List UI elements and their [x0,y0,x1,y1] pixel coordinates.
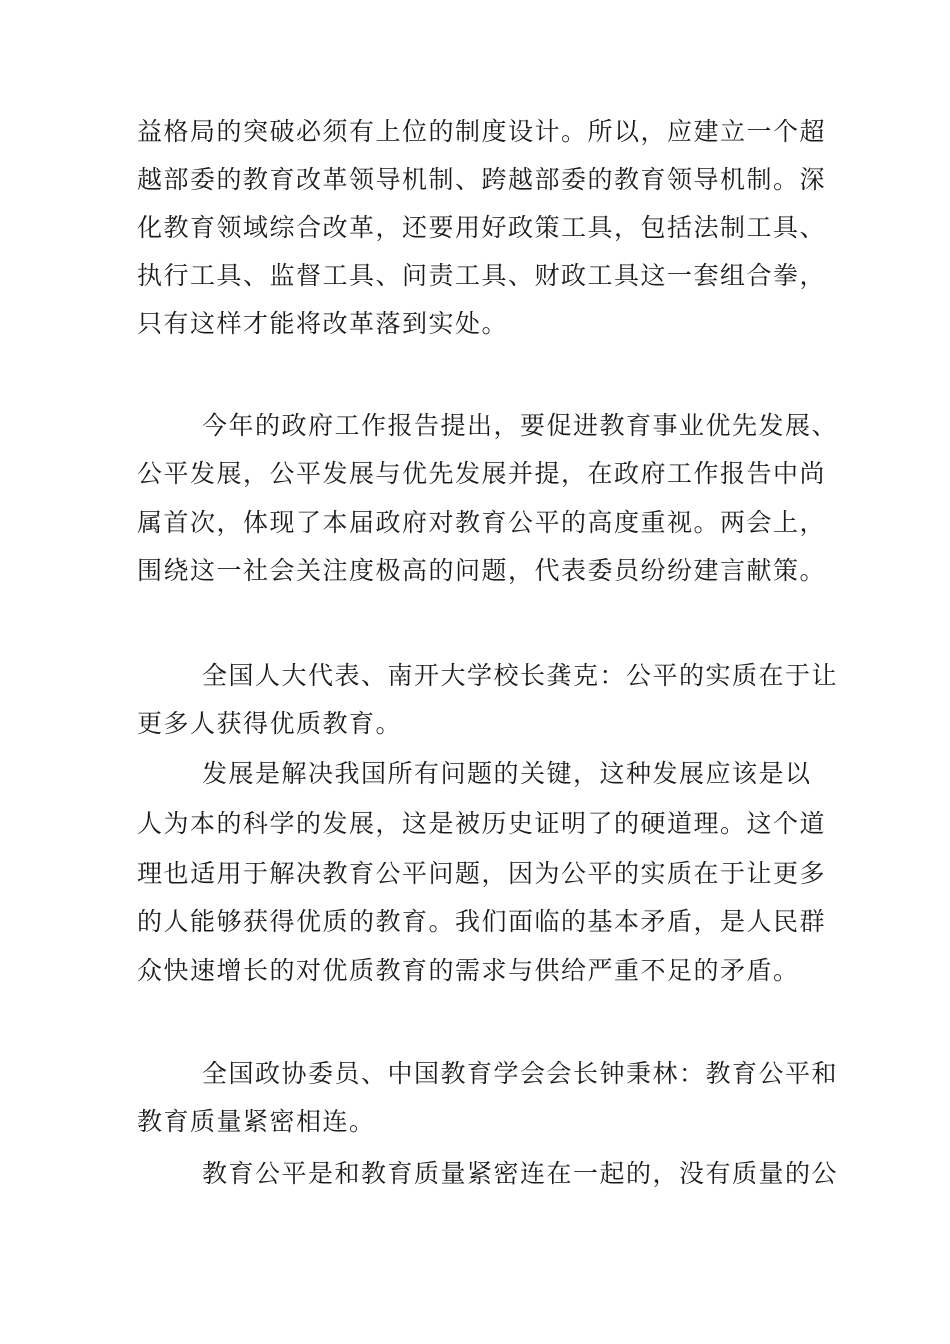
text-line: 只有这样才能将改革落到实处。 [137,309,509,338]
text-line: 公平发展，公平发展与优先发展并提，在政府工作报告中尚 [137,459,827,488]
text-line: 众快速增长的对优质教育的需求与供给严重不足的矛盾。 [137,956,800,985]
text-line: 的人能够获得优质的教育。我们面临的基本矛盾，是人民群 [137,907,827,936]
section-heading-line: 教育质量紧密相连。 [137,1107,376,1136]
text-line: 围绕这一社会关注度极高的问题，代表委员纷纷建言献策。 [137,556,827,585]
text-line: 益格局的突破必须有上位的制度设计。所以，应建立一个超 [137,117,827,146]
text-line: 执行工具、监督工具、问责工具、财政工具这一套组合拳， [137,261,827,290]
paragraph-first-line: 今年的政府工作报告提出，要促进教育事业优先发展、 [202,411,839,440]
section-heading-line: 更多人获得优质教育。 [137,709,403,738]
text-line: 越部委的教育改革领导机制、跨越部委的教育领导机制。深 [137,165,827,194]
text-line: 人为本的科学的发展，这是被历史证明了的硬道理。这个道 [137,809,827,838]
section-heading-line: 全国政协委员、中国教育学会会长钟秉林：教育公平和 [202,1059,839,1088]
text-line: 化教育领域综合改革，还要用好政策工具，包括法制工具、 [137,213,827,242]
text-line: 理也适用于解决教育公平问题，因为公平的实质在于让更多 [137,859,827,888]
text-line: 属首次，体现了本届政府对教育公平的高度重视。两会上， [137,508,827,537]
paragraph-first-line: 教育公平是和教育质量紧密连在一起的，没有质量的公 [202,1159,839,1188]
paragraph-first-line: 发展是解决我国所有问题的关键，这种发展应该是以 [202,759,812,788]
section-heading-line: 全国人大代表、南开大学校长龚克：公平的实质在于让 [202,661,839,690]
